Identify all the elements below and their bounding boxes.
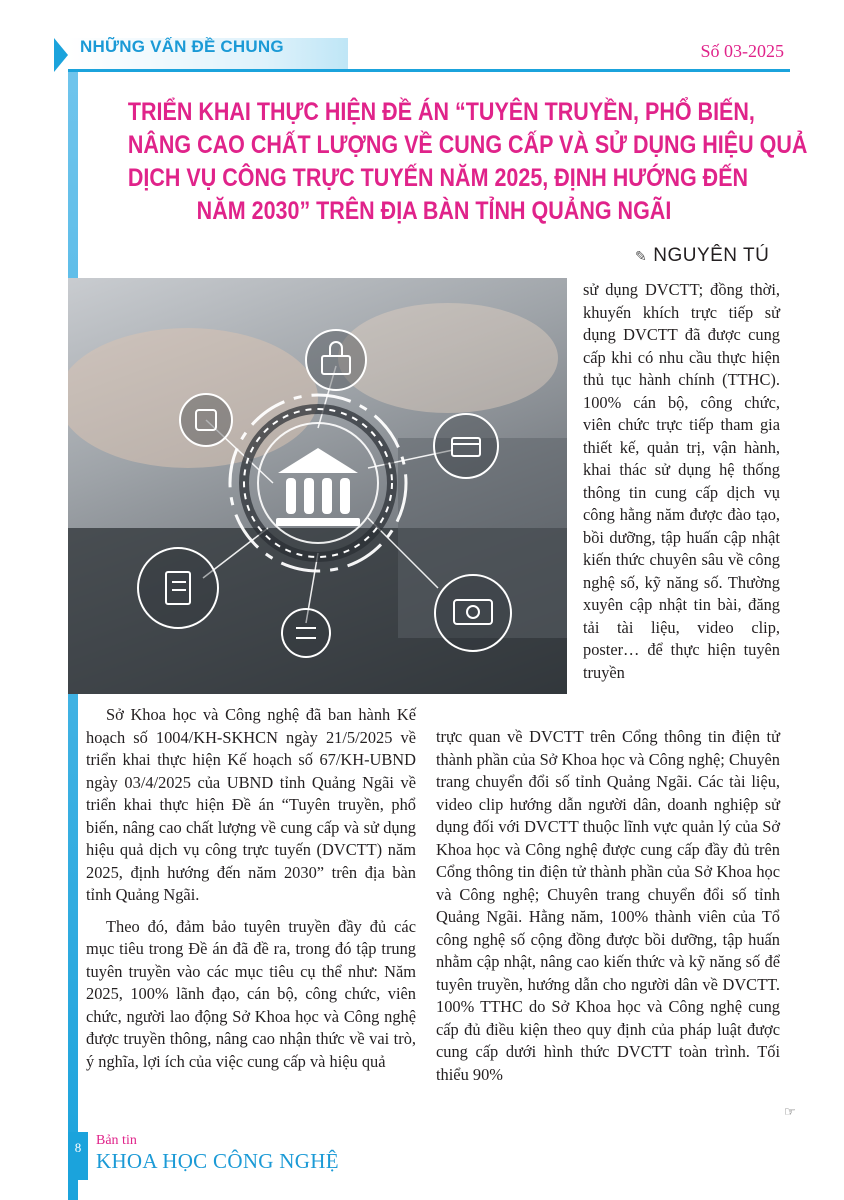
paragraph: trực quan về DVCTT trên Cổng thông tin điện tử thành phần của Sở Khoa học và Công nghệ; Chuyên trang chuyển đổi số tỉnh Quảng Ngãi. Các tài liệu, video clip hướng dẫn người dân, doanh nghiệp sử dụng đối với DVCTT thuộc lĩnh vực quản lý của Sở Khoa học và Công nghệ được cung cấp đầy đủ trên Cổng thông tin điện tử thành phần của Sở Khoa học và Công nghệ; Chuyên trang chuyển đổi số tỉnh Quảng Ngãi. Hằng năm, 100% thành viên của Tổ công nghệ số cộng đồng được bồi dưỡng, tập huấn nhằm cập nhật, nâng cao kiến thức và kỹ năng số để tuyên truyền, hướng dẫn cho người dân về DVCTT. 100% TTHC do Sở Khoa học và Công nghệ cung cấp đủ điều kiện theo quy định của pháp luật được cung cấp dưới hình thức DVCTT toàn trình. Tối thiểu 90% bbox=[436, 727, 780, 1084]
article-title bbox=[127, 96, 808, 228]
author-name: NGUYÊN TÚ bbox=[653, 245, 770, 266]
issue-number: Số 03-2025 bbox=[700, 41, 784, 61]
header-arrow bbox=[54, 38, 68, 72]
quill-icon: ✎ bbox=[635, 248, 648, 264]
title-line: TRIỂN KHAI THỰC HIỆN ĐỀ ÁN “TUYÊN TRUYỀN, PHỔ BIẾN, bbox=[127, 98, 755, 126]
paragraph: Sở Khoa học và Công nghệ đã ban hành Kế hoạch số 1004/KH-SKHCN ngày 21/5/2025 về triển khai thực hiện Kế hoạch số 67/KH-UBND ngày 03/4/2025 của UBND tỉnh Quảng Ngãi về triển khai thực hiện Đề án “Tuyên truyền, phổ biến, nâng cao chất lượng về cung cấp và sử dụng hiệu quả dịch vụ công trực tuyến (DVCTT) năm 2025, định hướng đến năm 2030” trên địa bàn tỉnh Quảng Ngãi. bbox=[86, 705, 416, 904]
title-line: NĂM 2030” TRÊN ĐỊA BÀN TỈNH QUẢNG NGÃI bbox=[196, 197, 672, 225]
article-text-left bbox=[86, 704, 416, 1082]
paragraph: sử dụng DVCTT; đồng thời, khuyến khích trực tiếp sử dụng DVCTT đã được cung cấp khi có nhu cầu thực hiện thủ tục hành chính (TTHC). 100% cán bộ, công chức, viên chức trực tiếp tham gia thiết kế, quản trị, vận hành, khai thác sử dụng hệ thống thông tin cung cấp dịch vụ công hằng năm được đào tạo, bồi dưỡng, tập huấn cập nhật kiến thức chuyên sâu về công nghệ số, kỹ năng số. Thường xuyên cập nhật tin bài, đăng tải tài liệu, video clip, poster… để thực hiện tuyên truyền bbox=[583, 280, 780, 682]
section-label: NHỮNG VẤN ĐỀ CHUNG bbox=[80, 37, 284, 56]
digital-services-illustration bbox=[68, 278, 567, 694]
article-text-right-bottom bbox=[436, 726, 780, 1086]
footer-small-label: Bản tin bbox=[96, 1133, 137, 1148]
bank-icon bbox=[276, 448, 360, 526]
title-line: NÂNG CAO CHẤT LƯỢNG VỀ CUNG CẤP VÀ SỬ DỤNG HIỆU QUẢ bbox=[127, 131, 808, 159]
author-byline bbox=[635, 245, 769, 267]
continue-icon: ☞ bbox=[784, 1104, 796, 1119]
paragraph: Theo đó, đảm bảo tuyên truyền đầy đủ các mục tiêu trong Đề án đã đề ra, trong đó tập trung tuyên truyền vào các mục tiêu cụ thể như: Năm 2025, 100% lãnh đạo, cán bộ, công chức, viên chức, người lao động Sở Khoa học và Công nghệ được truyền thông, nâng cao nhận thức về vai trò, ý nghĩa, lợi ích của việc cung cấp và hiệu quả bbox=[86, 916, 416, 1071]
title-line: DỊCH VỤ CÔNG TRỰC TUYẾN NĂM 2025, ĐỊNH HƯỚNG ĐẾN bbox=[127, 164, 749, 192]
page-number: 8 bbox=[74, 1140, 82, 1155]
footer-publication-name: KHOA HỌC CÔNG NGHỆ bbox=[96, 1149, 339, 1173]
article-text-right-top bbox=[583, 279, 780, 684]
header-rule bbox=[68, 69, 790, 72]
hero-image bbox=[68, 278, 567, 694]
